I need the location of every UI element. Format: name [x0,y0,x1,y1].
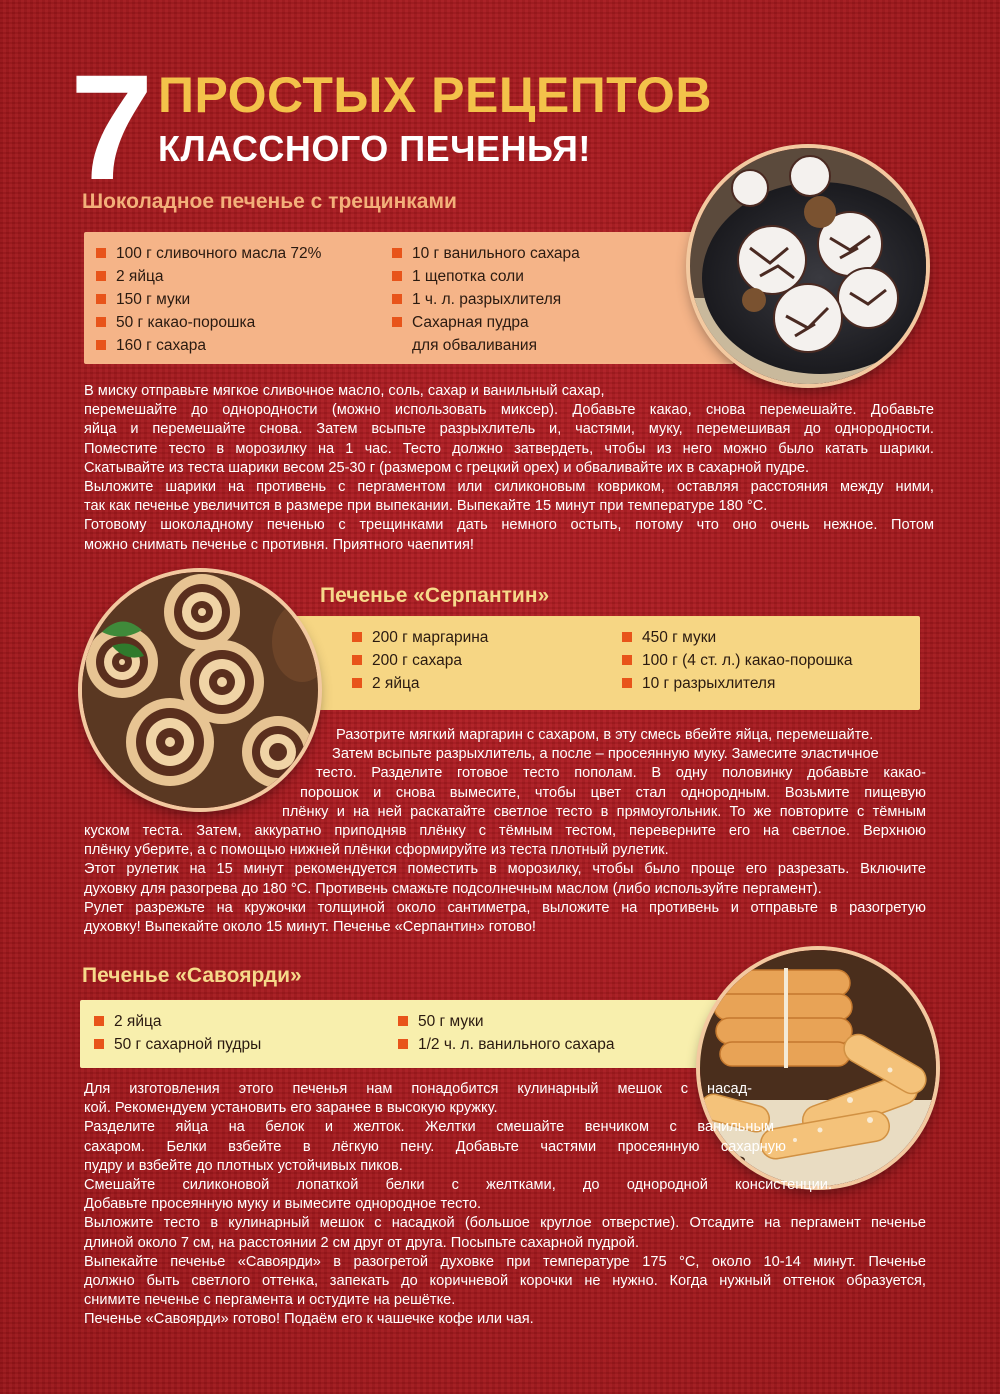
instruction-line: Скатывайте из теста шарики весом 25-30 г (размером с грецкий орех) и обваливайте их в сахарной пудре. [84,459,810,476]
instruction-line: Готовому шоколадному печенью с трещинками дать немного остыть, потому что оно очень нежное. Потом [84,517,934,534]
recipe3-ingredients-left [94,1010,261,1056]
header-title-line1: ПРОСТЫХ РЕЦЕПТОВ [158,67,712,123]
instruction-line: Добавьте просеянную муку и вымесите однородное тесто. [84,1196,482,1213]
ingredient-item: Сахарная пудра [392,311,580,334]
header-title-line2: КЛАССНОГО ПЕЧЕНЬЯ! [158,128,591,169]
recipe1-ingredients-right [392,242,580,357]
instruction-line: Рулет разрежьте на кружочки толщиной около сантиметра, выложите на противень и отправьте в разогретую [84,899,926,916]
instruction-line: Поместите тесто в морозилку на 1 час. Тесто должно затвердеть, чтобы из него можно было катать шарики. [84,440,934,457]
header-number: 7 [70,43,150,211]
ingredient-item: 50 г какао-порошка [96,311,321,334]
instruction-line: тесто. Разделите готовое тесто пополам. В одну половинку добавьте какао- [316,765,926,782]
ingredient-item-continuation: для обваливания [412,337,537,354]
instruction-line: Этот рулетик на 15 минут рекомендуется поместить в морозилку, чтобы было проще его разрезать. Включите [84,861,926,878]
ingredient-item: 100 г сливочного масла 72% [96,242,321,265]
ingredient-item: 450 г муки [622,626,852,649]
instruction-line: снимите печенье с пергамента и остудите на решётке. [84,1292,456,1309]
instruction-line: духовку для разогрева до 180 °C. Противень смажьте подсолнечным маслом (либо используйте пергамент). [84,880,822,897]
ingredient-item: 150 г муки [96,288,321,311]
recipe1-title: Шоколадное печенье с трещинками [82,190,457,213]
recipe1-ingredients-box [84,232,734,364]
instruction-line: плёнку уберите, а с помощью нижней плёнки сформируйте из теста плотный рулетик. [84,842,669,859]
instruction-line: длиной около 7 см, на расстоянии 2 см друг от друга. Посыпьте сахарной пудрой. [84,1234,640,1251]
recipe2-instructions [84,726,926,937]
instruction-line: Затем всыпьте разрыхлитель, а после – просеянную муку. Замесите эластичное [332,746,879,763]
instruction-line: пудру и взбейте до плотных устойчивых пиков. [84,1157,403,1174]
instruction-line: плёнку и на ней раскатайте светлое тесто в прямоугольник. То же повторите с тёмным [282,803,926,820]
instruction-line: порошок и снова вымесите, чтобы цвет стал однородным. Возьмите пищевую [300,784,926,801]
ingredient-item: 200 г маргарина [352,626,488,649]
instruction-line: Разотрите мягкий маргарин с сахаром, в эту смесь вбейте яйца, перемешайте. [336,727,874,743]
ingredient-item: 50 г сахарной пудры [94,1033,261,1056]
instruction-line: перемешайте до однородности (можно использовать миксер). Добавьте какао, снова перемешайте. Добавьте [84,402,934,419]
ingredient-item: 10 г разрыхлителя [622,672,852,695]
instruction-line: Для изготовления этого печенья нам понадобится кулинарный мешок с насад- [84,1081,752,1097]
ingredient-item: 2 яйца [352,672,488,695]
recipe3-ingredients-box [80,1000,760,1068]
instruction-line: Выложите шарики на противень с пергаментом или силиконовым ковриком, оставляя расстояния между ними, [84,479,934,496]
instruction-line: можно снимать печенье с противня. Приятного чаепития! [84,536,474,553]
recipe1-instructions [84,382,934,555]
recipe3-title: Печенье «Савоярди» [82,964,302,987]
ingredient-item: 100 г (4 ст. л.) какао-порошка [622,649,852,672]
instruction-line: Выпекайте печенье «Савоярди» в разогретой духовке при температуре 175 °C, около 10-14 минут. Печенье [84,1253,926,1270]
ingredient-item: 10 г ванильного сахара [392,242,580,265]
crinkle-cookies-photo [690,148,926,384]
instruction-line: В миску отправьте мягкое сливочное масло, соль, сахар и ванильный сахар, [84,383,605,399]
instruction-line: сахаром. Белки взбейте в лёгкую пену. Добавьте частями просеянную сахарную [84,1138,786,1155]
instruction-line: кой. Рекомендуем установить его заранее в высокую кружку. [84,1100,498,1117]
instruction-line: Выложите тесто в кулинарный мешок с насадкой (большое круглое отверстие). Отсадите на пергамент печенье [84,1215,926,1232]
recipe3-instructions [84,1080,926,1330]
ingredient-item: 1 щепотка соли [392,265,580,288]
ingredient-item: 50 г муки [398,1010,614,1033]
ingredient-item: 160 г сахара [96,334,321,357]
recipe2-ingredients-left [352,626,488,695]
ingredient-item: 1 ч. л. разрыхлителя [392,288,580,311]
recipe3-ingredients-right [398,1010,614,1056]
instruction-line: духовку! Выпекайте около 15 минут. Печенье «Серпантин» готово! [84,919,536,936]
recipe2-title: Печенье «Серпантин» [320,584,550,607]
ingredient-item: 200 г сахара [352,649,488,672]
recipe2-ingredients-right [622,626,852,695]
instruction-line: так как печенье увеличится в размере при выпекании. Выпекайте 15 минут при температуре 180 °C. [84,498,768,515]
instruction-line: Разделите яйца на белок и желток. Желтки смешайте венчиком с ванильным [84,1119,774,1136]
ingredient-item: 1/2 ч. л. ванильного сахара [398,1033,614,1056]
recipe2-ingredients-box [280,616,920,710]
instruction-line: Печенье «Савоярди» готово! Подаём его к чашечке кофе или чая. [84,1311,534,1328]
instruction-line: яйца и перемешайте снова. Затем всыпьте разрыхлитель и, частями, муку, перемешивая до однородности. [84,421,934,438]
recipe1-ingredients-left [96,242,321,357]
instruction-line: должно быть светлого оттенка, запекать до коричневой корочки не нужно. Когда нужный оттенок образуется, [84,1273,926,1290]
ingredient-item: 2 яйца [94,1010,261,1033]
instruction-line: куском теста. Затем, аккуратно приподняв плёнку с тёмным тестом, переверните его на светлое. Верхнюю [84,823,926,840]
ingredient-item: 2 яйца [96,265,321,288]
instruction-line: Смешайте силиконовой лопаткой белки с желтками, до однородной консистенции. [84,1177,832,1194]
